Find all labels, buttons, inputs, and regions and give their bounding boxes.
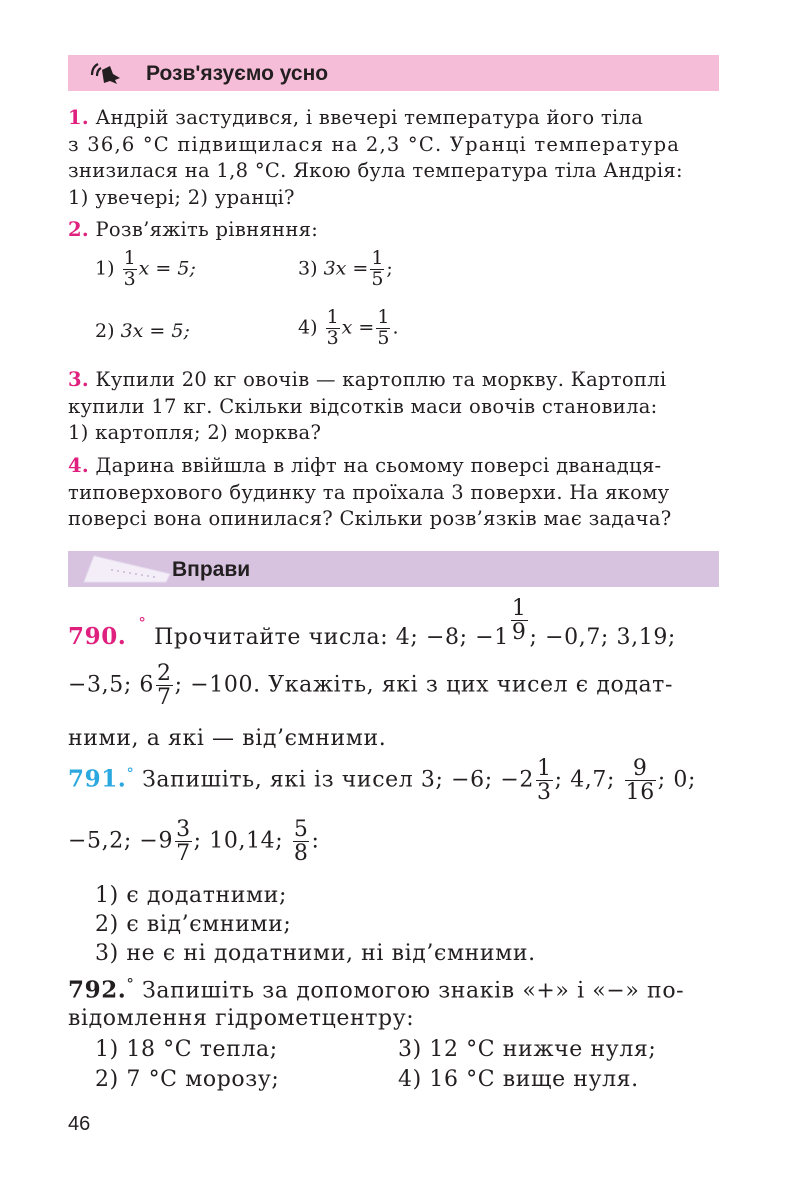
- equation-4: 4) $\frac{1}{3}$ x = $\frac{1}{5}$ .: [298, 306, 399, 349]
- fraction: $\frac{1}{3}$: [326, 306, 339, 349]
- exercise-number: 790.: [68, 622, 127, 650]
- exercise-792-item: 1) 18 °С тепла;: [95, 1037, 278, 1062]
- exercise-792-line-2: відомлення гідрометцентру:: [68, 1006, 415, 1031]
- exercise-number: 792.: [68, 976, 127, 1004]
- problem-text-line: Дарина ввійшла в ліфт на сьомому поверсі дванадця-: [95, 454, 662, 477]
- fraction: $\frac{1}{5}$: [371, 247, 384, 290]
- mixed-fraction: $\frac{3}{7}$: [176, 817, 191, 867]
- problem-text-line: Андрій застудився, і ввечері температура його тіла: [95, 106, 644, 129]
- problem-text-line: 1) увечері; 2) уранці?: [68, 185, 295, 209]
- exercise-791-line-2: −5,2; −9 $\frac{3}{7}$ ; 10,14; $\frac{5}{8}$ :: [68, 817, 320, 867]
- equation-3: 3) 3x = $\frac{1}{5}$ ;: [298, 247, 393, 290]
- ruler-icon: [82, 554, 172, 584]
- equation-1: 1) $\frac{1}{3}$ x = 5;: [95, 247, 196, 290]
- exercise-792-item: 3) 12 °С нижче нуля;: [398, 1037, 657, 1062]
- problem-number: 1.: [68, 106, 89, 129]
- fraction: $\frac{1}{5}$: [377, 306, 390, 349]
- oral-problem-3: [68, 367, 719, 447]
- exercise-number: 791.: [68, 765, 127, 793]
- exercise-792-item: 4) 16 °С вище нуля.: [398, 1067, 639, 1092]
- problem-text: Розв’яжіть рівняння:: [95, 218, 319, 241]
- exercise-790-line-1: 790. ° Прочитайте числа: 4; −8; −1 $\frac{1}{9}$ ; −0,7; 3,19;: [68, 596, 676, 650]
- mixed-fraction: $\frac{1}{3}$: [536, 756, 552, 806]
- fraction: $\frac{9}{16}$: [625, 756, 655, 806]
- exercise-791-line-1: 791.° Запишіть, які із чисел 3; −6; −2 $\frac{1}{3}$ ; 4,7; $\frac{9}{16}$ ; 0;: [68, 756, 697, 806]
- exercise-790-line-2: −3,5; 6 $\frac{2}{7}$ ; −100. Укажіть, які з цих чисел є додат-: [68, 661, 673, 711]
- fraction: $\frac{1}{3}$: [123, 247, 136, 290]
- exercises-section-banner: [68, 551, 719, 587]
- problem-text-line: типоверхового будинку та проїхала 3 поверхи. На якому: [68, 480, 670, 504]
- exercise-790-line-3: ними, а які — від’ємними.: [68, 726, 387, 751]
- problem-text-line: з 36,6 °С підвищилася на 2,3 °С. Уранці температура: [68, 132, 681, 156]
- difficulty-mark: °: [138, 614, 147, 633]
- difficulty-mark: °: [126, 764, 135, 783]
- problem-number: 4.: [68, 454, 89, 477]
- exercise-792-item: 2) 7 °С морозу;: [95, 1067, 280, 1092]
- problem-number: 2.: [68, 218, 89, 241]
- speaking-icon: [88, 61, 122, 87]
- equation-2: 2) 3x = 5;: [95, 320, 190, 342]
- exercise-792-line-1: 792.° Запишіть за допомогою знаків «+» і «−» по-: [68, 975, 685, 1004]
- problem-text-line: Купили 20 кг овочів — картоплю та моркву. Картоплі: [95, 368, 667, 391]
- fraction: $\frac{5}{8}$: [293, 817, 309, 867]
- difficulty-mark: °: [126, 975, 135, 993]
- problem-text-line: поверсі вона опинилася? Скільки розв’язків має задача?: [68, 507, 672, 530]
- problem-number: 3.: [68, 368, 89, 391]
- oral-problem-2: [68, 217, 719, 244]
- mixed-fraction: $\frac{2}{7}$: [157, 661, 172, 711]
- problem-text-line: знизилася на 1,8 °С. Якою була температура тіла Андрія:: [68, 159, 683, 182]
- oral-problem-4: [68, 453, 719, 533]
- page-number: 46: [68, 1113, 91, 1135]
- oral-section-banner: [68, 55, 719, 91]
- exercises-section-title: Вправи: [172, 558, 251, 581]
- exercise-791-item: 2) є від’ємними;: [95, 912, 292, 937]
- exercise-791-item: 3) не є ні додатними, ні від’ємними.: [95, 941, 536, 966]
- oral-problem-1: [68, 105, 719, 211]
- oral-section-title: Розв'язуємо усно: [146, 62, 329, 85]
- exercise-791-item: 1) є додатними;: [95, 883, 288, 908]
- problem-text-line: 1) картопля; 2) морква?: [68, 421, 322, 444]
- mixed-fraction: $\frac{1}{9}$: [511, 596, 527, 646]
- problem-text-line: купили 17 кг. Скільки відсотків маси овочів становила:: [68, 394, 658, 418]
